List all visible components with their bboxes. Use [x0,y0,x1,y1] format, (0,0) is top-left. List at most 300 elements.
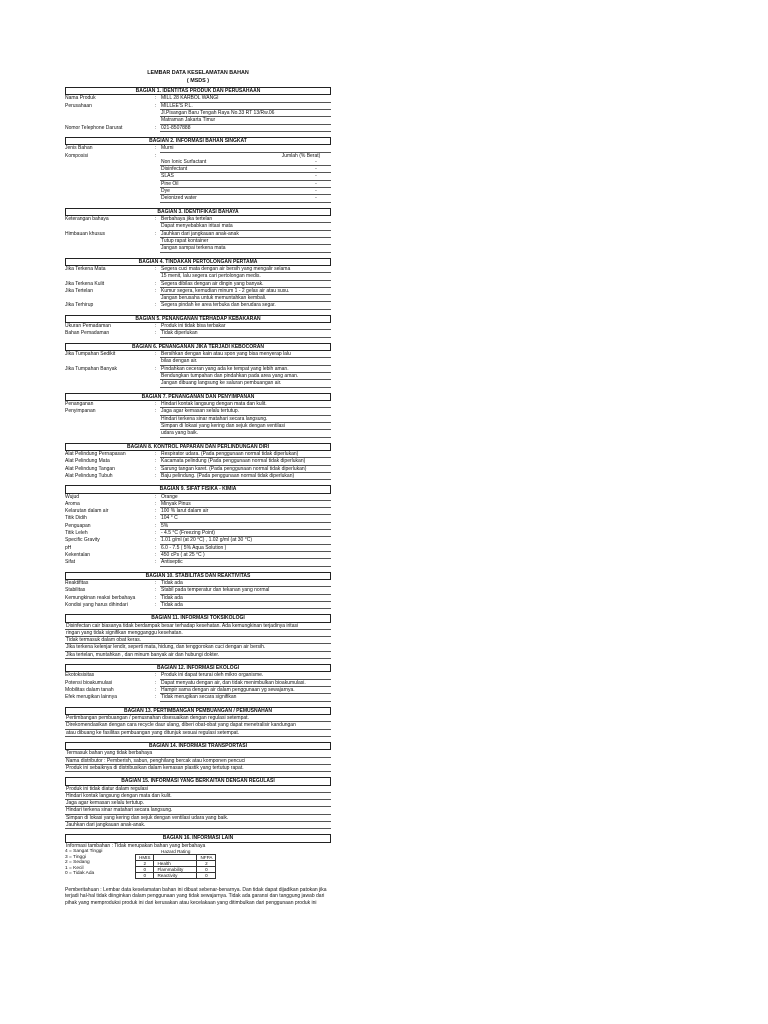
field-row [65,494,331,501]
msds-document [65,70,331,906]
text-line: Termasuk bahan yang tidak berbahaya [65,750,331,757]
field-separator: : [154,450,157,457]
field-value: Matraman Jakarta Timur [160,117,331,124]
field-value: Respirator udara. (Pada penggunaan normal tidak diperlukan) [160,451,331,458]
field-row [65,223,331,230]
hmis-header: HMIS [136,855,154,861]
field-value: Bendungkan tumpahan dan pindahkan pada area yang aman. [160,373,331,380]
composition-spacer [65,173,151,180]
field-label: Sifat [65,559,76,566]
legend-item: 4 = Sangat Tinggi [65,849,103,855]
field-label [65,223,151,230]
field-row [65,125,331,132]
section-s13 [65,707,331,737]
field-label [65,238,151,245]
field-label: Ukuran Pemadaman [65,323,111,330]
text-line: Direkomendasikan dengan cara recycle daur ulang, diberi obat-obat yang dapat menetralisir kandungan [65,722,331,729]
text-line: Produk ini sebaiknya di distribusikan dalam kemasan plastik yang tertutup rapat. [65,765,331,772]
composition-spacer [151,173,160,180]
field-separator: : [154,323,157,330]
field-label: Ekotoksisitas [65,672,95,679]
composition-spacer [151,188,160,195]
section-heading: BAGIAN 15. INFORMASI YANG BERKAITAN DENGAN REGULASI [65,777,331,785]
field-separator [151,273,160,280]
field-row [65,680,331,687]
section-heading: BAGIAN 11. INFORMASI TOKSIKOLOGI [65,614,331,622]
hazard-title: Hazard Rating [161,849,191,855]
field-value: Baju pelindung. (Pada penggunaan normal tidak diperlukan) [160,473,331,480]
composition-row [65,195,331,202]
section-heading: BAGIAN 12. INFORMASI EKOLOGI [65,664,331,672]
field-value: Tidak ada [160,602,331,609]
field-separator: : [154,559,157,566]
text-line: Disinfectan cair biasanya tidak berdampak besar terhadap kesehatan. Ada kemungkinan terjadinya iritasi [65,623,331,630]
field-separator: : [154,465,157,472]
field-value: Pindahkan ceceran yang ada ke tempat yang lebih aman. [160,366,331,373]
section-heading: BAGIAN 16. INFORMASI LAIN [65,834,331,842]
field-separator: : [154,530,157,537]
field-row [65,103,331,110]
field-label: Nama Produk [65,95,96,102]
field-label: Penguapan [65,522,91,529]
legend-item: 2 = Sedang [65,860,90,866]
hazard-name: Flammability [154,867,197,873]
field-label [65,423,151,430]
text-line: Simpan di lokasi yang kering dan sejuk dengan ventilasi udara yang baik. [65,815,331,822]
field-value: Tidak ada [160,595,331,602]
field-row [65,466,331,473]
field-label: Perusahaan [65,102,92,109]
field-label: Potensi bioakumulasi [65,679,113,686]
text-line: Jaga agar kemasan selalu tertutup. [65,800,331,807]
field-label: Jika Terkena Kulit [65,280,105,287]
composition-name: SLAS [160,173,301,180]
field-label [65,430,151,437]
field-row [65,245,331,252]
field-value: Dapat menyatu dengan air, dan tidak menimbulkan bioakumulasi. [160,680,331,687]
field-separator: : [154,686,157,693]
section-s12 [65,664,331,702]
field-row [65,358,331,365]
nfpa-value: 0 [197,873,216,879]
sections-container [65,87,331,906]
field-separator: : [154,124,157,131]
field-separator: : [154,672,157,679]
field-separator: : [154,145,157,152]
composition-spacer [151,159,160,166]
composition-spacer [151,195,160,202]
field-row [65,373,331,380]
field-label [65,117,151,124]
field-row [65,288,331,295]
hmis-value: 0 [136,867,154,873]
amount-header: Jumlah (% Berat) [281,152,321,159]
field-value: Minyak Pinus [160,501,331,508]
field-value: Hindari kontak langsung dengan mata dan kulit. [160,401,331,408]
field-value: Tutup rapat kontainer [160,238,331,245]
field-row [65,451,331,458]
section-s11 [65,614,331,659]
field-separator: : [154,152,157,159]
field-row [65,110,331,117]
field-separator: : [154,330,157,337]
section-s2 [65,137,331,203]
field-value: Produk ini dapat terurai oleh mikro organisme. [160,672,331,679]
field-row [65,523,331,530]
section-heading: BAGIAN 9. SIFAT FISIKA - KIMIA [65,485,331,493]
field-separator: : [154,265,157,272]
field-value: Antiseptic [160,559,331,566]
legend-item: 3 = Tinggi [65,854,86,860]
field-row [65,501,331,508]
field-separator [151,423,160,430]
field-value: Segera cuci mata dengan air bersih yang mengalir selama [160,266,331,273]
composition-amount: - [301,159,331,166]
field-value: Jangan sampai terkena mata [160,245,331,252]
section-s1 [65,87,331,132]
field-value: Segera dibilas dengan air dingin yang banyak. [160,281,331,288]
field-value: Simpan di lokasi yang kering dan sejuk dengan ventilasi [160,423,331,430]
field-row [65,473,331,480]
field-separator [151,245,160,252]
field-label: Kelarutan dalam air [65,508,109,515]
field-label: Jika Tertelan [65,287,93,294]
field-value: 104 ° C [160,515,331,522]
section-s6 [65,343,331,388]
info-intro: Informasi tambahan : Tidak merupakan bahan yang berbahaya [66,842,206,849]
field-row [65,587,331,594]
hazard-block [65,849,331,879]
hazard-name: Reactivity [154,873,197,879]
field-label: Titik Didih [65,515,87,522]
text-line: Tidak termasuk dalam obat keras. [65,637,331,644]
field-label: Specific Gravity [65,537,100,544]
field-separator: : [154,500,157,507]
field-value: Jangan berusaha untuk memuntahkan kembali. [160,295,331,302]
field-separator: : [154,95,157,102]
field-row [65,380,331,387]
field-label: Kemungkinan reaksi berbahaya [65,594,136,601]
field-separator: : [154,102,157,109]
field-separator [151,110,160,117]
composition-name: Dye [160,188,301,195]
field-label: Aroma [65,500,80,507]
text-line: Nama distributor : Pemberish, sabun, penghilang bercak atau komponen pencuci [65,758,331,765]
field-row [65,273,331,280]
hmis-value: 0 [136,873,154,879]
composition-spacer [65,195,151,202]
composition-spacer [151,181,160,188]
field-label: Alat Pelindung Pernapasan [65,450,126,457]
field-row [65,302,331,309]
legend-item: 1 = Kecil [65,865,84,871]
field-value: Tidak ada [160,580,331,587]
field-separator: : [154,472,157,479]
composition-amount: - [301,166,331,173]
field-value: udara yang baik. [160,430,331,437]
field-separator [151,380,160,387]
field-row [65,515,331,522]
section-s14 [65,742,331,772]
field-value: MILL 28 KARBOL WANGI [160,95,331,102]
document-title: LEMBAR DATA KESELAMATAN BAHAN [147,70,249,76]
field-value: 15 menit, lalu segera cari pertolongan medis. [160,273,331,280]
field-separator [151,430,160,437]
composition-name: Pine Oil [160,181,301,188]
text-line: Jika terkena kelenjar lendir, seperti mata, hidung, dan tenggorokan cuci dengan air bersih. [65,644,331,651]
section-s4 [65,258,331,310]
field-label: Titik Leleh [65,530,88,537]
field-label: Alat Pelindung Tubuh [65,472,113,479]
field-separator: : [154,493,157,500]
field-row [65,416,331,423]
document-subtitle: ( MSDS ) [186,77,210,84]
field-separator: : [154,679,157,686]
field-label: Jenis Bahan [65,145,93,152]
field-separator: : [154,408,157,415]
field-value: Kacamata pelindung (Pada penggunaan normal tidak diperlukan) [160,458,331,465]
legend-item: 0 = Tidak Ada [65,871,95,877]
text-line: Hindari kontak langsung dengan mata dan kulit. [65,793,331,800]
field-value: Berbahaya jika tertelan [160,216,331,223]
field-row [65,602,331,609]
text-line: Jika tertelan, muntahkan , dan minum banyak air dan hubungi dokter. [65,652,331,659]
field-value: 021-8507888 [160,125,331,132]
field-separator: : [154,522,157,529]
field-separator: : [154,287,157,294]
field-label: Kondisi yang harus dihindari [65,601,128,608]
hazard-row [136,873,216,879]
composition-amount: - [301,173,331,180]
field-value: 5% [160,523,331,530]
field-separator: : [154,351,157,358]
field-row [65,508,331,515]
field-value: MILLEE'S P.L. [160,103,331,110]
field-value: Jl.Pisangan Baru Tengah Raya No.33 RT 13/Rw.06 [160,110,331,117]
field-value: 100 % larut dalam air [160,508,331,515]
composition-amount: - [301,195,331,202]
field-value: Kumur segera, kemudian minum 1 - 2 gelas air atau susu. [160,288,331,295]
section-s10 [65,572,331,610]
field-label: Kekentalan [65,551,91,558]
field-row [65,580,331,587]
hmis-value: 2 [136,861,154,867]
field-row [65,537,331,544]
composition-spacer [65,166,151,173]
field-row [65,330,331,337]
field-value: Jaga agar kemasan selalu tertutup. [160,408,331,415]
section-heading: BAGIAN 2. INFORMASI BAHAN SINGKAT [65,137,331,145]
field-row [65,559,331,566]
field-label [65,245,151,252]
field-separator: : [154,302,157,309]
field-row [65,366,331,373]
field-row [65,530,331,537]
composition-spacer [65,159,151,166]
composition-row [65,181,331,188]
field-separator: : [154,401,157,408]
section-heading: BAGIAN 1. IDENTITAS PRODUK DAN PERUSAHAAN [65,87,331,95]
section-s16 [65,834,331,879]
field-row [65,687,331,694]
field-row [65,323,331,330]
nfpa-value: 0 [197,867,216,873]
field-value: Segera pindah ke area terbuka dan berudara segar. [160,302,331,309]
section-heading: BAGIAN 3. IDENTIFIKASI BAHAYA [65,208,331,216]
disclaimer-note: Pemberitahuan : Lembar data keselamatan bahan ini dibuat sebenar-benarnya. Dan tidak dapat dijadikan patokan jika terjadi hal-hal tidak diinginkan dalam penggunaan yang tidak sewajarnya. Tidak ada garansi dan tanggung jawab dari pihak yang memproduksi produk ini dari kerusakan atau kecelakaan yang ditimbulkan dari penggunaan produk ini [65,887,327,906]
field-label: Alat Pelindung Tangan [65,465,115,472]
section-heading: BAGIAN 14. INFORMASI TRANSPORTASI [65,742,331,750]
field-label: Wujud [65,493,80,500]
field-label: Nomor Telephone Darurat [65,124,123,131]
field-value: 6.0 - 7.5 ( 5% Aqua Solution ) [160,545,331,552]
field-value: 1.01 g/ml (at 20 °C) , 1.02 g/ml (at 30 °C) [160,537,331,544]
section-heading: BAGIAN 13. PERTIMBANGAN PEMBUANGAN / PEMUSNAHAN [65,707,331,715]
field-label [65,273,151,280]
field-label: pH [65,544,72,551]
section-s5 [65,315,331,338]
field-value: Bersihkan dengan kain atau spon yang bisa menyerap lalu [160,351,331,358]
field-row [65,430,331,437]
field-row [65,595,331,602]
field-value: Sarung tangan karet. (Pada penggunaan normal tidak diperlukan) [160,466,331,473]
field-row [65,672,331,679]
section-heading: BAGIAN 7. PENANGANAN DAN PENYIMPANAN [65,393,331,401]
field-separator: : [154,230,157,237]
field-row [65,351,331,358]
field-row [65,266,331,273]
section-s8 [65,443,331,481]
field-value: Tidak merugikan secara signifikan [160,694,331,701]
field-row [65,545,331,552]
field-separator: : [154,537,157,544]
composition-spacer [151,166,160,173]
field-label: Mobilitas dalam tanah [65,686,114,693]
composition-name: Deionized water [160,195,301,202]
field-label: Jika Terkena Mata [65,265,106,272]
composition-spacer [65,188,151,195]
composition-row [65,188,331,195]
composition-row [65,173,331,180]
field-row [65,216,331,223]
field-label [65,295,151,302]
field-row [65,423,331,430]
text-line: ringan yang tidak signifikan mengganggu kesehatan. [65,630,331,637]
field-value: Tidak diperlukan [160,330,331,337]
field-separator [151,238,160,245]
field-separator: : [154,515,157,522]
section-heading: BAGIAN 10. STABILITAS DAN REAKTIVITAS [65,572,331,580]
field-row [65,295,331,302]
field-value: Hindari terkena sinar matahari secara langsung. [160,416,331,423]
section-s3 [65,208,331,253]
field-separator: : [154,544,157,551]
text-line: atau dibuang ke fasilitas pembuangan yang ditunjuk sesuai regulasi setempat. [65,730,331,737]
field-separator [151,223,160,230]
field-value: Stabil pada temperatur dan tekanan yang normal [160,587,331,594]
field-value: 450 cPs ( at 25 °C ) [160,552,331,559]
field-label [65,358,151,365]
field-separator: : [154,587,157,594]
field-label [65,110,151,117]
composition-amount: - [301,188,331,195]
field-label [65,373,151,380]
field-label: Reaktifitas [65,579,89,586]
nfpa-value: 2 [197,861,216,867]
field-separator [151,416,160,423]
field-value: - 4.5 °C (Freezing Point) [160,530,331,537]
field-label: Penyimpanan [65,408,96,415]
field-label: Keterangan bahaya [65,216,109,223]
field-label: Penanganan [65,401,94,408]
composition-row [65,166,331,173]
composition-name: Disinfectant [160,166,301,173]
section-s9 [65,485,331,566]
field-row [65,231,331,238]
field-separator [151,373,160,380]
field-separator: : [154,601,157,608]
field-separator: : [154,551,157,558]
field-row [65,552,331,559]
text-line: Hindari terkena sinar matahari secara langsung. [65,807,331,814]
field-label [65,416,151,423]
field-separator: : [154,216,157,223]
composition-spacer [65,181,151,188]
field-value: Produk ini tidak bisa terbakar [160,323,331,330]
nfpa-header: NFPA [197,855,216,861]
section-s7 [65,393,331,438]
field-label: Stabilitas [65,587,86,594]
field-label: Jika Tumpahan Banyak [65,365,117,372]
field-separator: : [154,280,157,287]
field-row [65,694,331,701]
field-value: Dapat menyebabkan iritasi mata [160,223,331,230]
field-value: Jauhkan dari jangkauan anak-anak [160,231,331,238]
field-separator [151,358,160,365]
hazard-name: Health [154,861,197,867]
section-heading: BAGIAN 8. KONTROL PAPARAN DAN PERLINDUNGAN DIRI [65,443,331,451]
section-heading: BAGIAN 6. PENANGANAN JIKA TERJADI KEBOCORAN [65,343,331,351]
composition-amount: - [301,181,331,188]
field-label [65,380,151,387]
section-s15 [65,777,331,829]
field-separator: : [154,694,157,701]
field-label: Efek merugikan lainnya [65,694,117,701]
field-row [65,408,331,415]
field-separator: : [154,508,157,515]
field-value: Hampir sama dengan air dalam penggunaan yg sewajarnya. [160,687,331,694]
hazard-rating-table [135,849,216,879]
field-separator: : [154,458,157,465]
field-value: Murni [160,145,331,152]
field-separator: : [154,579,157,586]
text-line: Pertimbangan pembuangan / pemusnahan disesuaikan dengan regulasi setempat. [65,715,331,722]
section-heading: BAGIAN 4. TINDAKAN PERTOLONGAN PERTAMA [65,258,331,266]
text-line: Produk ini tidak diatur dalam regulasi [65,786,331,793]
field-row [65,401,331,408]
field-separator: : [154,594,157,601]
field-row [65,95,331,102]
composition-row [65,159,331,166]
field-value: bilas dengan air. [160,358,331,365]
field-row [65,458,331,465]
field-row [65,117,331,124]
field-value: Jangan dibuang langsung ke saluran pembuangan air. [160,380,331,387]
field-row [65,145,331,152]
rating-legend [65,849,135,879]
field-label: Bahan Pemadaman [65,330,110,337]
section-heading: BAGIAN 5. PENANGANAN TERHADAP KEBAKARAN [65,315,331,323]
